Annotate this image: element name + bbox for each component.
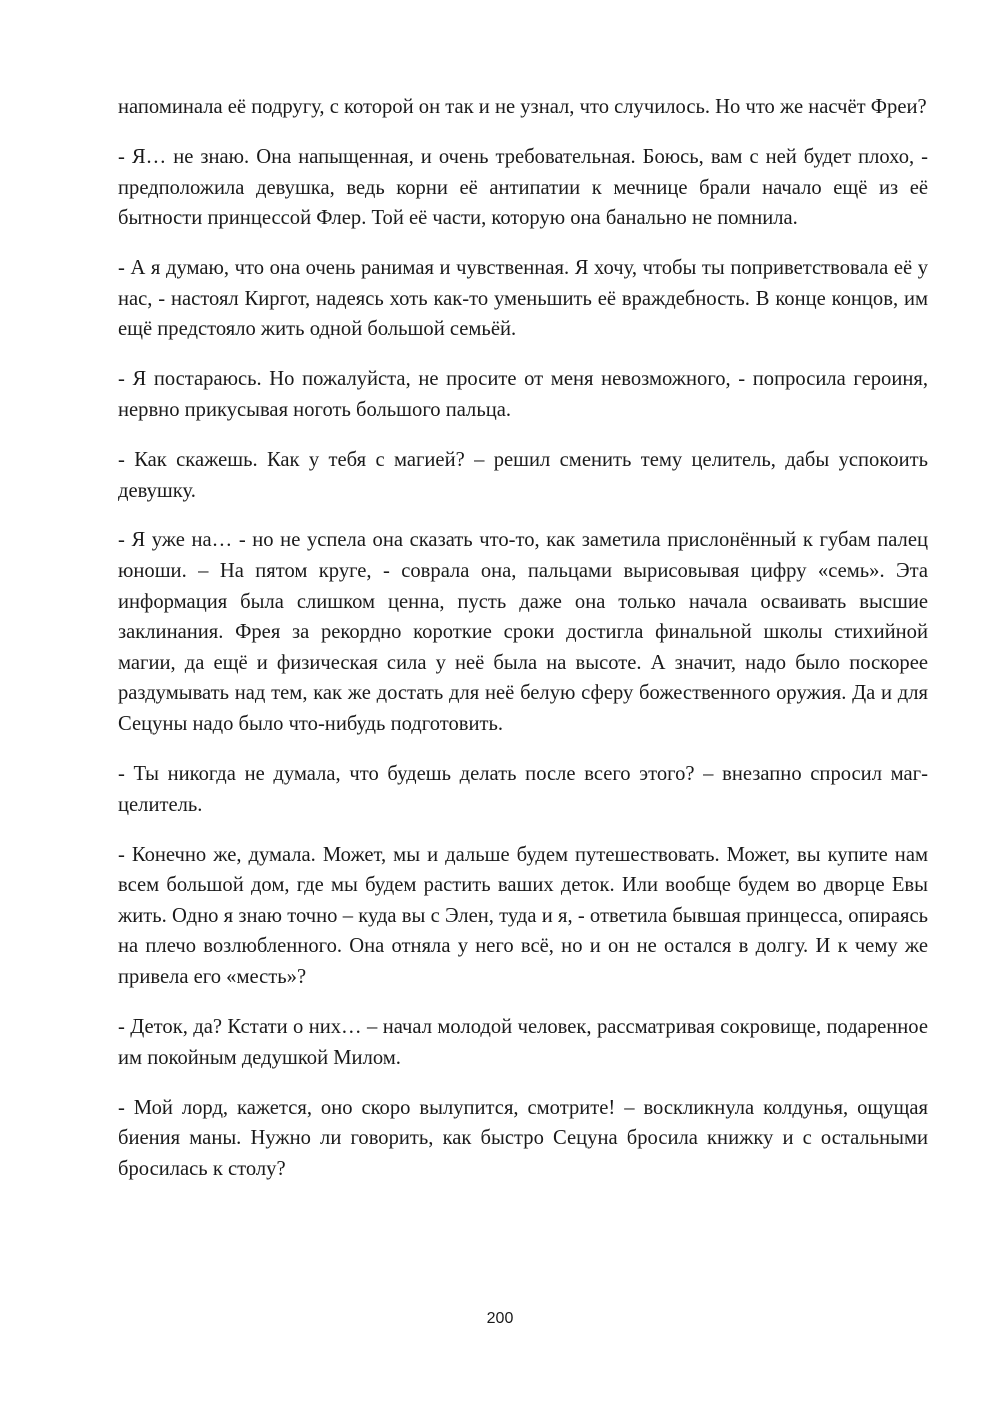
paragraph: - Деток, да? Кстати о них… – начал молодой человек, рассматривая сокровище, подаренное им покойным дедушкой Милом. [118,1015,928,1069]
paragraph: - Я уже на… - но не успела она сказать что-то, как заметила прислонённый к губам палец юноши. – На пятом круге, - соврала она, пальцами вырисовывая цифру «семь». Эта информация была слишком ценна, пусть даже она только начала осваивать высшие заклинания. Фрея за рекордно короткие сроки достигла финальной школы стихийной магии, да ещё и физическая сила у неё была на высоте. А значит, надо было поскорее раздумывать над тем, как же достать для неё белую сферу божественного оружия. Да и для Сецуны надо было что-нибудь подготовить. [118,529,928,736]
paragraph: - Я… не знаю. Она напыщенная, и очень требовательная. Боюсь, вам с ней будет плохо, - предположила девушка, ведь корни её антипатии к мечнице брали начало ещё из её бытности принцессой Флер. Той её части, которую она банально не помнила. [118,145,928,230]
paragraph: - Конечно же, думала. Может, мы и дальше будем путешествовать. Может, вы купите нам всем большой дом, где мы будем растить ваших деток. Или вообще будем во дворце Евы жить. Одно я знаю точно – куда вы с Элен, туда и я, - ответила бывшая принцесса, опираясь на плечо возлюбленного. Она отняла у него всё, но и он не остался в долгу. И к чему же привела его «месть»? [118,843,928,988]
paragraph: - Ты никогда не думала, что будешь делать после всего этого? – внезапно спросил маг-целитель. [118,763,928,816]
paragraph: - Я постараюсь. Но пожалуйста, не просите от меня невозможного, - попросила героиня, нервно прикусывая ноготь большого пальца. [118,368,928,421]
page-number: 200 [486,1310,514,1327]
paragraph: напоминала её подругу, с которой он так и не узнал, что случилось. Но что же насчёт Фреи? [118,96,927,118]
paragraph: - Мой лорд, кажется, оно скоро вылупится, смотрите! – воскликнула колдунья, ощущая биения маны. Нужно ли говорить, как быстро Сецуна бросила книжку и с остальными бросилась к столу? [118,1096,928,1180]
paragraph: - А я думаю, что она очень ранимая и чувственная. Я хочу, чтобы ты поприветствовала её у нас, - настоял Киргот, надеясь хоть как-то уменьшить её враждебность. В конце концов, им ещё предстояло жить одной большой семьёй. [118,257,928,341]
paragraph: - Как скажешь. Как у тебя с магией? – решил сменить тему целитель, дабы успокоить девушку. [118,448,928,502]
document-body [118,92,928,1204]
